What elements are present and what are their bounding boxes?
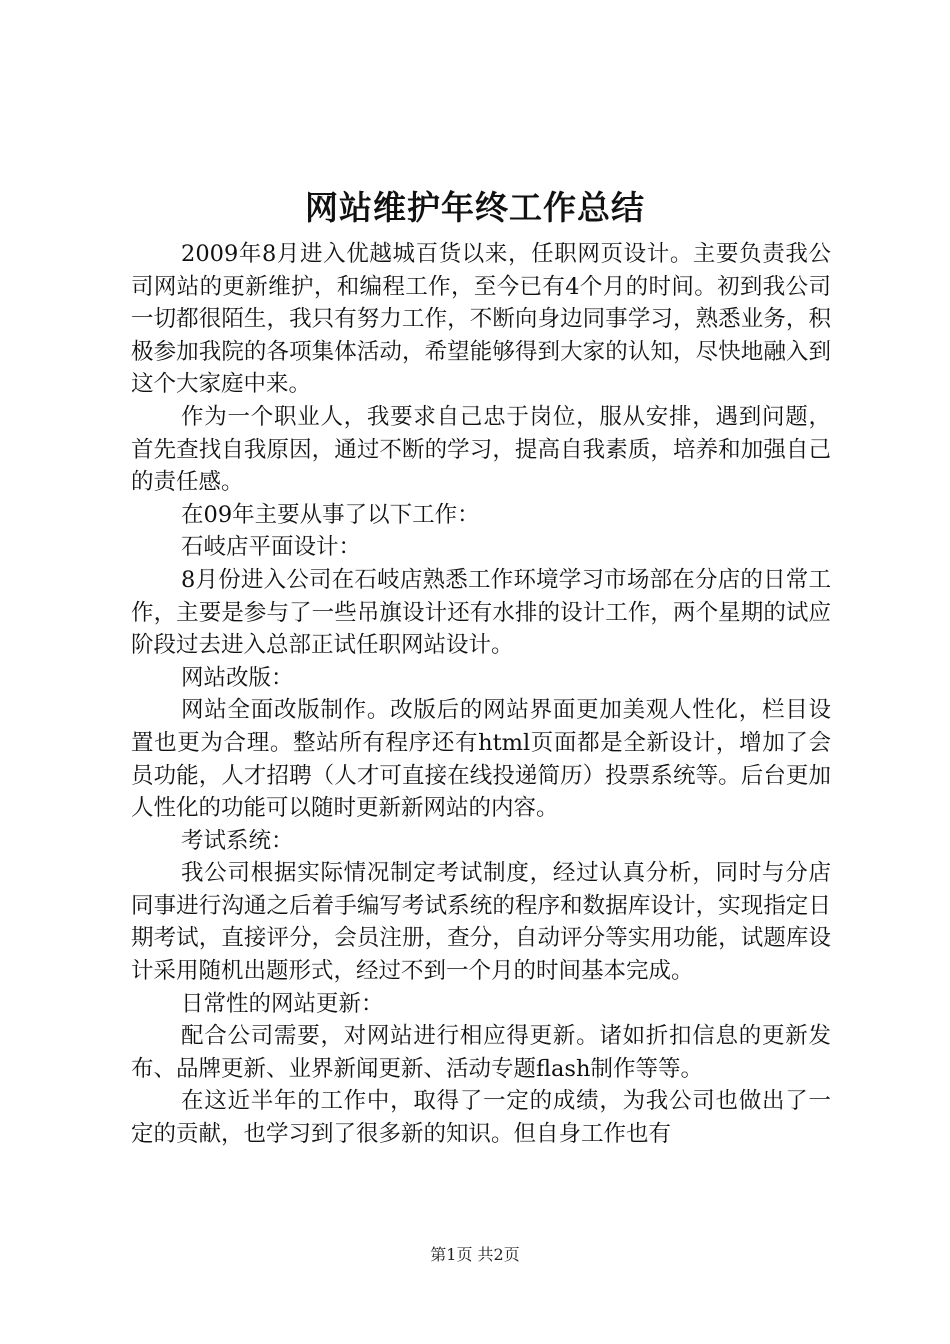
- document-body: [131, 238, 831, 1151]
- section-heading-shiqi-design: 石岐店平面设计：: [181, 534, 362, 561]
- paragraph-daily-updates: 配合公司需要，对网站进行相应得更新。诸如折扣信息的更新发布、品牌更新、业界新闻更新、活动专题flash制作等等。: [131, 1023, 831, 1082]
- paragraph-summary: 在这近半年的工作中，取得了一定的成绩，为我公司也做出了一定的贡献，也学习到了很多新的知识。但自身工作也有: [131, 1088, 831, 1148]
- paragraph-shiqi-design: 8月份进入公司在石岐店熟悉工作环境学习市场部在分店的日常工作，主要是参与了一些吊旗设计还有水排的设计工作，两个星期的试应阶段过去进入总部正试任职网站设计。: [131, 566, 831, 659]
- section-heading-website-redesign: 网站改版：: [181, 664, 294, 691]
- paragraph-intro: 2009年8月进入优越城百货以来，任职网页设计。主要负责我公司网站的更新维护，和编程工作，至今已有4个月的时间。初到我公司一切都很陌生，我只有努力工作，不断向身边同事学习，熟悉业务，积极参加我院的各项集体活动，希望能够得到大家的认知，尽快地融入到这个大家庭中来。: [131, 241, 831, 398]
- paragraph-website-redesign: 网站全面改版制作。改版后的网站界面更加美观人性化，栏目设置也更为合理。整站所有程序还有html页面都是全新设计，增加了会员功能，人才招聘（人才可直接在线投递简历）投票系统等。后台更加人性化的功能可以随时更新新网站的内容。: [131, 697, 831, 822]
- section-heading-exam-system: 考试系统：: [181, 827, 294, 854]
- paragraph-attitude: 作为一个职业人，我要求自己忠于岗位，服从安排，遇到问题，首先查找自我原因，通过不断的学习，提高自我素质，培养和加强自己的责任感。: [131, 403, 831, 496]
- page-title: 网站维护年终工作总结: [305, 188, 645, 227]
- section-heading-daily-updates: 日常性的网站更新：: [181, 990, 384, 1017]
- paragraph-exam-system: 我公司根据实际情况制定考试制度，经过认真分析，同时与分店同事进行沟通之后着手编写考试系统的程序和数据库设计，实现指定日期考试，直接评分，会员注册，查分，自动评分等实用功能，试题库设计采用随机出题形式，经过不到一个月的时间基本完成。: [131, 860, 831, 985]
- page-number-footer: 第1页 共2页: [430, 1245, 520, 1264]
- paragraph-work-overview: 在09年主要从事了以下工作：: [181, 501, 480, 528]
